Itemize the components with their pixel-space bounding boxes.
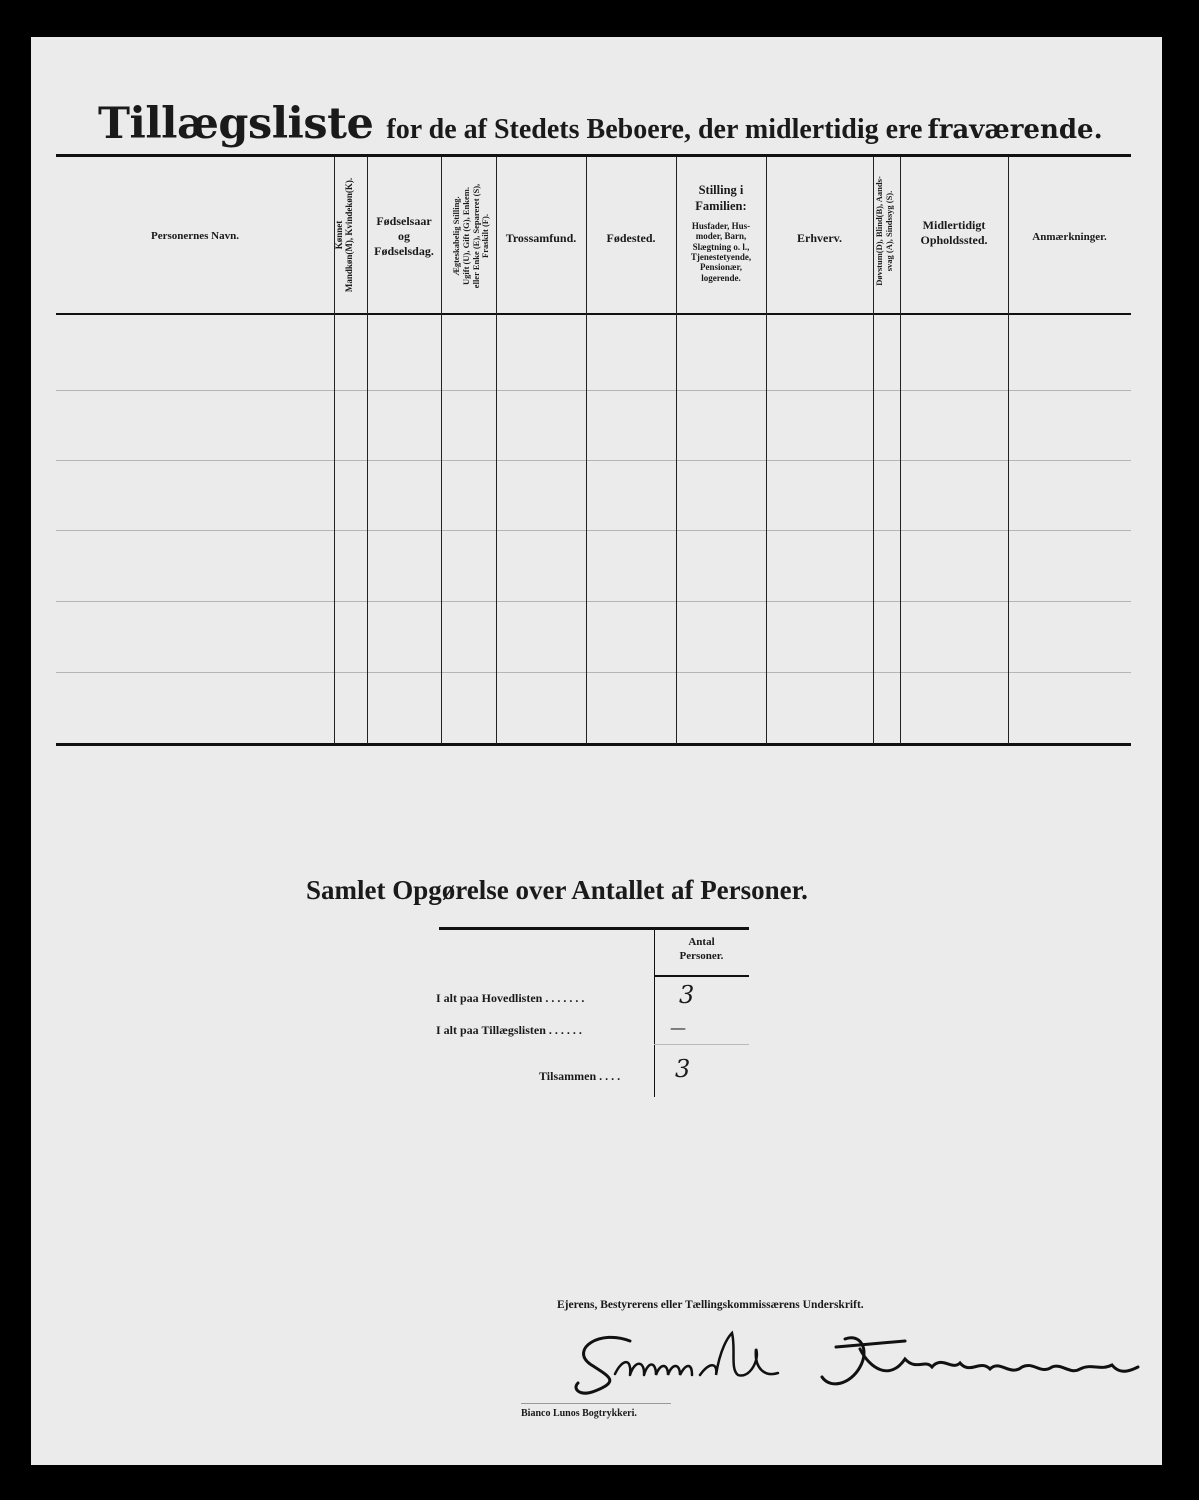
column-divider	[1008, 157, 1009, 744]
summary-supplement-list-value: —	[670, 1018, 686, 1037]
handwritten-signature	[560, 1319, 1140, 1409]
header-birth: Fødselsaar og Fødselsdag.	[374, 214, 434, 258]
table-header-rule	[56, 313, 1131, 315]
census-form-sheet	[31, 37, 1162, 1465]
table-row-divider	[56, 601, 1131, 602]
header-remarks: Anmærkninger.	[1032, 231, 1107, 243]
summary-total-rule	[654, 1044, 749, 1045]
table-row-divider	[56, 390, 1131, 391]
header-names: Personernes Navn.	[151, 230, 239, 242]
summary-count-header: Antal Personer.	[679, 936, 724, 962]
table-row-divider	[56, 530, 1131, 531]
header-religion: Trossamfund.	[505, 231, 577, 245]
summary-supplement-list-label: I alt paa Tillægslisten . . . . . .	[436, 1023, 582, 1037]
printer-imprint: Bianco Lunos Bogtrykkeri.	[521, 1408, 637, 1419]
header-birthplace: Fødested.	[606, 231, 656, 245]
table-row-divider	[56, 672, 1131, 673]
summary-header-rule	[654, 975, 749, 977]
summary-total-value: 3	[675, 1055, 691, 1083]
signature-caption: Ejerens, Bestyrerens eller Tællingskommissærens Underskrift.	[557, 1299, 864, 1311]
table-top-rule	[56, 154, 1131, 157]
header-disability: Døvstum(D), Blind(B), Aands- svag (A), Sindssyg (S).	[874, 176, 894, 286]
form-title-main: Tillægsliste	[98, 99, 374, 149]
summary-title: Samlet Opgørelse over Antallet af Personer.	[306, 875, 808, 905]
header-marital-status: Ægteskabelig Stilling. Ugift (U), Gift (G), Enkem. eller Enke (E), Separeret (S), Fraskilt (F).	[451, 183, 491, 289]
form-title-emphasis: fraværende.	[927, 115, 1103, 145]
column-divider	[441, 157, 442, 744]
header-occupation: Erhverv.	[797, 231, 842, 245]
printer-rule	[521, 1403, 671, 1404]
table-row-divider	[56, 460, 1131, 461]
header-family-position-detail: Husfader, Hus- moder, Barn, Slægtning o. l., Tjenestetyende, Pensionær, logerende.	[690, 221, 752, 283]
form-title	[98, 99, 1103, 149]
header-gender: Kønnet Mandkøn(M), Kvindekøn(K).	[334, 177, 355, 293]
table-bottom-rule	[56, 743, 1131, 746]
form-title-subtitle: for de af Stedets Beboere, der midlertidig ere	[386, 114, 923, 145]
header-family-position: Stilling i Familien:	[695, 183, 747, 213]
summary-top-rule	[439, 927, 749, 930]
summary-total-label: Tilsammen . . . .	[539, 1069, 621, 1083]
summary-main-list-value: 3	[679, 981, 695, 1009]
header-temporary-residence: Midlertidigt Opholdssted.	[920, 218, 988, 247]
summary-main-list-label: I alt paa Hovedlisten . . . . . . .	[436, 991, 585, 1005]
